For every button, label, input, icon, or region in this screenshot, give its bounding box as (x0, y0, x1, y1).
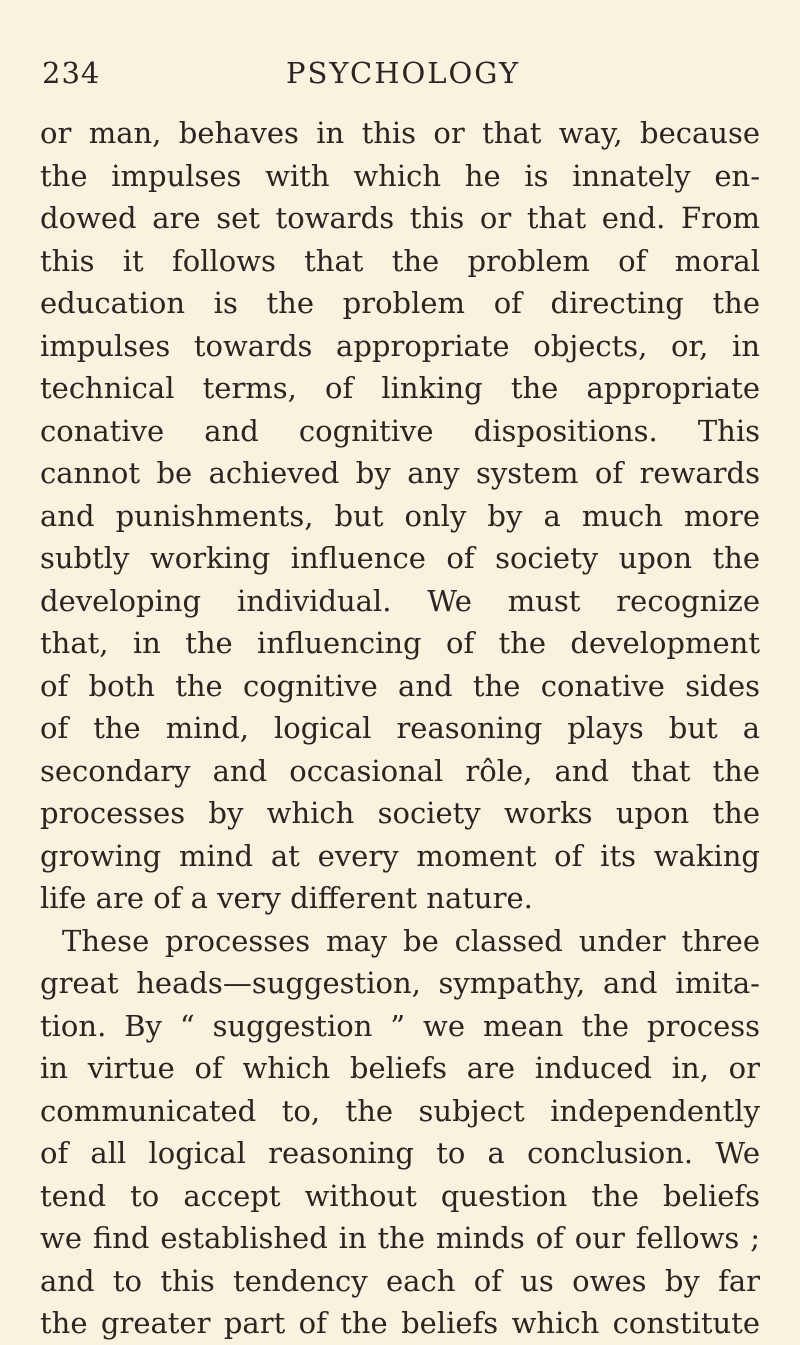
text-line: secondary and occasional rôle, and that the (40, 753, 760, 788)
text-line: of both the cognitive and the conative sides (40, 668, 760, 703)
page-number: 234 (42, 56, 101, 90)
text-line: the impulses with which he is innately en- (40, 158, 760, 193)
body-text (40, 112, 760, 1345)
text-line: education is the problem of directing the (40, 286, 760, 320)
text-line: or man, behaves in this or that way, because (40, 116, 760, 150)
text-line: dowed are set towards this or that end. From (40, 201, 760, 235)
page-header (40, 56, 760, 112)
text-line: These processes may be classed under three (62, 923, 760, 958)
text-line: cannot be achieved by any system of rewards (40, 456, 760, 490)
text-line: the greater part of the beliefs which constitute (40, 1306, 760, 1340)
text-line: this it follows that the problem of moral (40, 243, 760, 278)
text-line: processes by which society works upon the (40, 796, 760, 830)
text-line: of all logical reasoning to a conclusion. We (40, 1136, 760, 1170)
text-line: growing mind at every moment of its waking (40, 838, 760, 873)
text-line: great heads—suggestion, sympathy, and imita- (40, 966, 760, 1000)
text-line: developing individual. We must recognize (40, 583, 760, 618)
text-line: and to this tendency each of us owes by far (40, 1263, 760, 1298)
text-line: conative and cognitive dispositions. This (40, 413, 760, 448)
text-line: technical terms, of linking the appropriate (40, 371, 760, 405)
text-line: in virtue of which beliefs are induced in, or (40, 1051, 760, 1085)
text-line: impulses towards appropriate objects, or, in (40, 328, 760, 363)
text-line: life are of a very different nature. (40, 881, 533, 915)
text-line: tion. By “ suggestion ” we mean the process (40, 1008, 760, 1043)
text-line: that, in the influencing of the development (40, 626, 760, 660)
running-head: PSYCHOLOGY (286, 56, 521, 90)
text-line: and punishments, but only by a much more (40, 498, 760, 533)
text-line: of the mind, logical reasoning plays but a (40, 711, 760, 745)
text-line: tend to accept without question the beliefs (40, 1178, 760, 1213)
text-line: subtly working influence of society upon the (40, 541, 760, 575)
text-line: we find established in the minds of our fellows ; (40, 1221, 760, 1255)
text-line: communicated to, the subject independently (40, 1093, 760, 1128)
